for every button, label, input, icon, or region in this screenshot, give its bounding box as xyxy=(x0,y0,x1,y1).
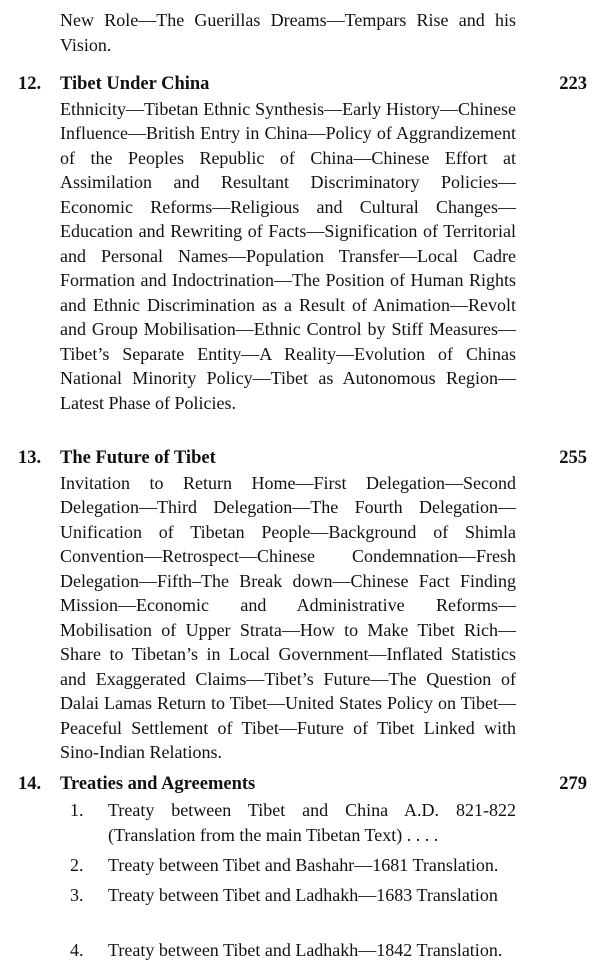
chapter-number: 12. xyxy=(18,74,42,94)
chapter-description: Ethnicity—Tibetan Ethnic Synthesis—Early History—Chinese Influence—British Entry in China—Policy of Aggrandizement of the Peoples Republic of China—Chinese Effort at Assimilation and Resultant Discriminatory Policies—Economic Reforms—Religious and Cultural Changes—Education and Rewriting of Facts—Signification of Territorial and Personal Names—Population Transfer—Local Cadre Formation and Indoctrination—The Position of Human Rights and Ethnic Discrimination as a Result of Animation—Revolt and Group Mobilisation—Ethnic Control by Stiff Measures—Tibet’s Separate Entity—A Reality—Evolution of Chinas National Minority Policy—Tibet as Autonomous Region—Latest Phase of Policies. xyxy=(60,98,516,413)
chapter-title: Tibet Under China xyxy=(60,74,210,94)
list-item-text: Treaty between Tibet and Bashahr—1681 Translation. xyxy=(108,855,499,875)
list-item-number: 1. xyxy=(70,800,84,820)
chapter-title: The Future of Tibet xyxy=(60,448,216,468)
chapter-description: Invitation to Return Home—First Delegation—Second Delegation—Third Delegation—The Fourth Delegation—Unification of Tibetan People—Background of Shimla Convention—Retrospect—Chinese Condemnation—Fresh Delegation—Fifth–The Break down—Chinese Fact Finding Mission—Economic and Administrative Reforms—Mobilisation of Upper Strata—How to Make Tibet Rich—Share to Tibetan’s in Local Government—Inflated Statistics and Exaggerated Claims—Tibet’s Future—The Question of Dalai Lamas Return to Tibet—United States Policy on Tibet—Peaceful Settlement of Tibet—Future of Tibet Linked with Sino-Indian Relations. xyxy=(60,472,516,762)
chapter-page-number: 223 xyxy=(559,74,587,94)
chapter-page-number: 255 xyxy=(559,448,587,468)
list-item-number: 3. xyxy=(70,885,84,905)
list-item-text: Treaty between Tibet and Ladhakh—1683 Translation xyxy=(108,885,498,905)
list-item-number: 4. xyxy=(70,940,84,960)
list-item-text: Treaty between Tibet and Ladhakh—1842 Translation. xyxy=(108,940,503,960)
list-item-text: Treaty between Tibet and China A.D. 821-822 (Translation from the main Tibetan Text) . . . . xyxy=(108,800,516,845)
chapter-page-number: 279 xyxy=(559,774,587,794)
chapter-number: 14. xyxy=(18,774,42,794)
list-item-number: 2. xyxy=(70,855,84,875)
chapter-number: 13. xyxy=(18,448,42,468)
previous-chapter-continuation: New Role—The Guerillas Dreams—Tempars Rise and his Vision. xyxy=(60,10,516,55)
chapter-title: Treaties and Agreements xyxy=(60,774,256,794)
